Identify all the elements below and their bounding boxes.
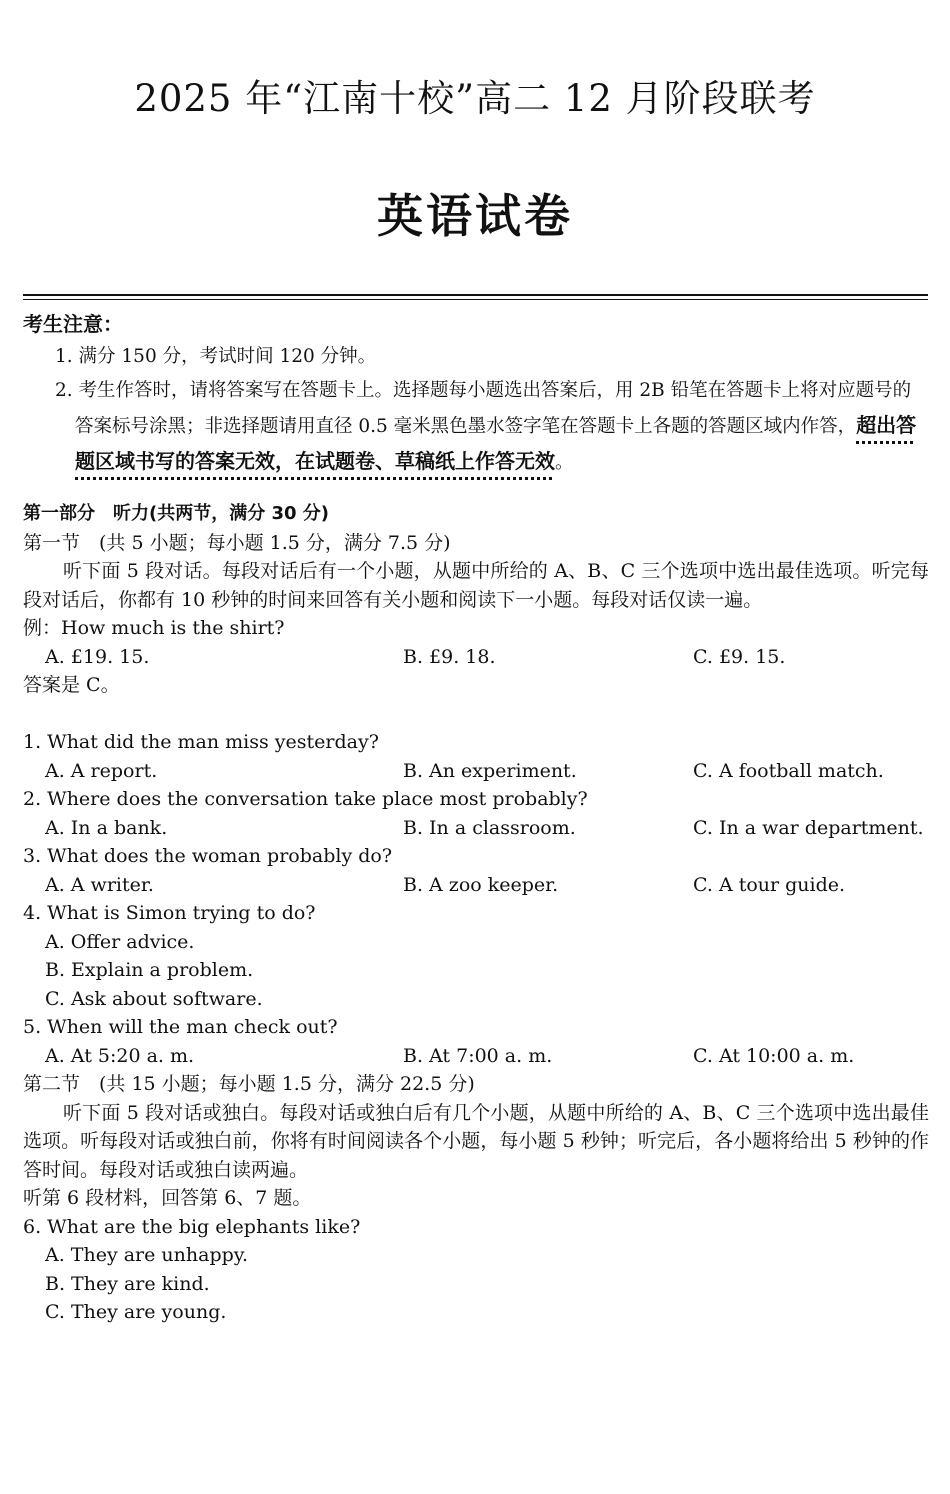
example-answer: 答案是 C。 xyxy=(23,674,120,696)
option-c: C. They are young. xyxy=(45,1301,227,1323)
option-b: B. Explain a problem. xyxy=(45,959,254,981)
example-question: 例：How much is the shirt? xyxy=(23,617,285,639)
question-3-options xyxy=(23,871,929,900)
notice-item-2 xyxy=(23,374,929,480)
option-a: A. At 5:20 a. m. xyxy=(45,1044,195,1067)
exam-body xyxy=(23,309,929,1327)
example-options xyxy=(23,643,929,672)
question-1-options xyxy=(23,757,929,786)
option-b: B. A zoo keeper. xyxy=(403,873,559,896)
header-divider xyxy=(23,294,928,296)
section1-instructions: 听下面 5 段对话。每段对话后有一个小题，从题中所给的 A、B、C 三个选项中选出最佳选项。听完每段对话后，你都有 10 秒钟的时间来回答有关小题和阅读下一小题。每段对话仅读一遍。 xyxy=(23,560,929,611)
option-b: B. They are kind. xyxy=(45,1272,210,1295)
option-a: A. In a bank. xyxy=(45,816,168,839)
question-2: 2. Where does the conversation take place most probably? xyxy=(23,788,588,810)
option-a: A. They are unhappy. xyxy=(45,1244,249,1266)
option-a: A. Offer advice. xyxy=(45,930,195,953)
question-6: 6. What are the big elephants like? xyxy=(23,1215,361,1238)
notice-emphasis: 超出答题区域书写的答案无效，在试题卷、草稿纸上作答无效 xyxy=(75,413,917,473)
header-divider-thin xyxy=(23,299,928,300)
part1-heading: 第一部分 听力(共两节，满分 30 分) xyxy=(23,503,330,524)
section2-heading: 第二节 (共 15 小题；每小题 1.5 分，满分 22.5 分) xyxy=(23,1073,475,1095)
option-b: B. In a classroom. xyxy=(403,816,576,839)
material-note: 听第 6 段材料，回答第 6、7 题。 xyxy=(23,1187,312,1209)
option-b: B. An experiment. xyxy=(403,759,577,782)
exam-title: 2025 年“江南十校”高二 12 月阶段联考 xyxy=(134,77,816,120)
option-c: C. At 10:00 a. m. xyxy=(693,1044,855,1067)
section1-heading: 第一节 (共 5 小题；每小题 1.5 分，满分 7.5 分) xyxy=(23,531,451,554)
option-a: A. A report. xyxy=(45,759,158,782)
option-b: B. At 7:00 a. m. xyxy=(403,1044,553,1067)
section2-instructions: 听下面 5 段对话或独白。每段对话或独白后有几个小题，从题中所给的 A、B、C 三个选项中选出最佳选项。听每段对话或独白前，你将有时间阅读各个小题，每小题 5 秒钟；听完后，各小题将给出 5 秒钟的作答时间。每段对话或独白读两遍。 xyxy=(23,1101,929,1181)
notice-item-1: 1. 满分 150 分，考试时间 120 分钟。 xyxy=(55,346,377,367)
question-2-options xyxy=(23,814,929,843)
option-a: A. A writer. xyxy=(45,873,154,896)
question-4: 4. What is Simon trying to do? xyxy=(23,902,316,924)
option-c: C. A tour guide. xyxy=(693,873,846,896)
notice-item-2-text: 2. 考生作答时，请将答案写在答题卡上。选择题每小题选出答案后，用 2B 铅笔在答题卡上将对应题号的答案标号涂黑；非选择题请用直径 0.5 毫米黑色墨水签字笔在答题卡上各题的答题区域内作答， xyxy=(55,380,912,437)
option-c: C. In a war department. xyxy=(693,816,924,839)
example-option-b: B. £9. 18. xyxy=(403,645,496,668)
example-option-a: A. £19. 15. xyxy=(45,645,150,668)
question-5-options xyxy=(23,1042,929,1071)
example-option-c: C. £9. 15. xyxy=(693,645,786,668)
notice-item-2-end: 。 xyxy=(555,452,574,473)
question-1: 1. What did the man miss yesterday? xyxy=(23,731,379,753)
option-c: C. A football match. xyxy=(693,759,884,782)
notice-heading: 考生注意： xyxy=(23,312,123,336)
question-3: 3. What does the woman probably do? xyxy=(23,845,393,867)
option-c: C. Ask about software. xyxy=(45,987,263,1010)
subject-title: 英语试卷 xyxy=(377,189,573,243)
question-5: 5. When will the man check out? xyxy=(23,1016,338,1038)
